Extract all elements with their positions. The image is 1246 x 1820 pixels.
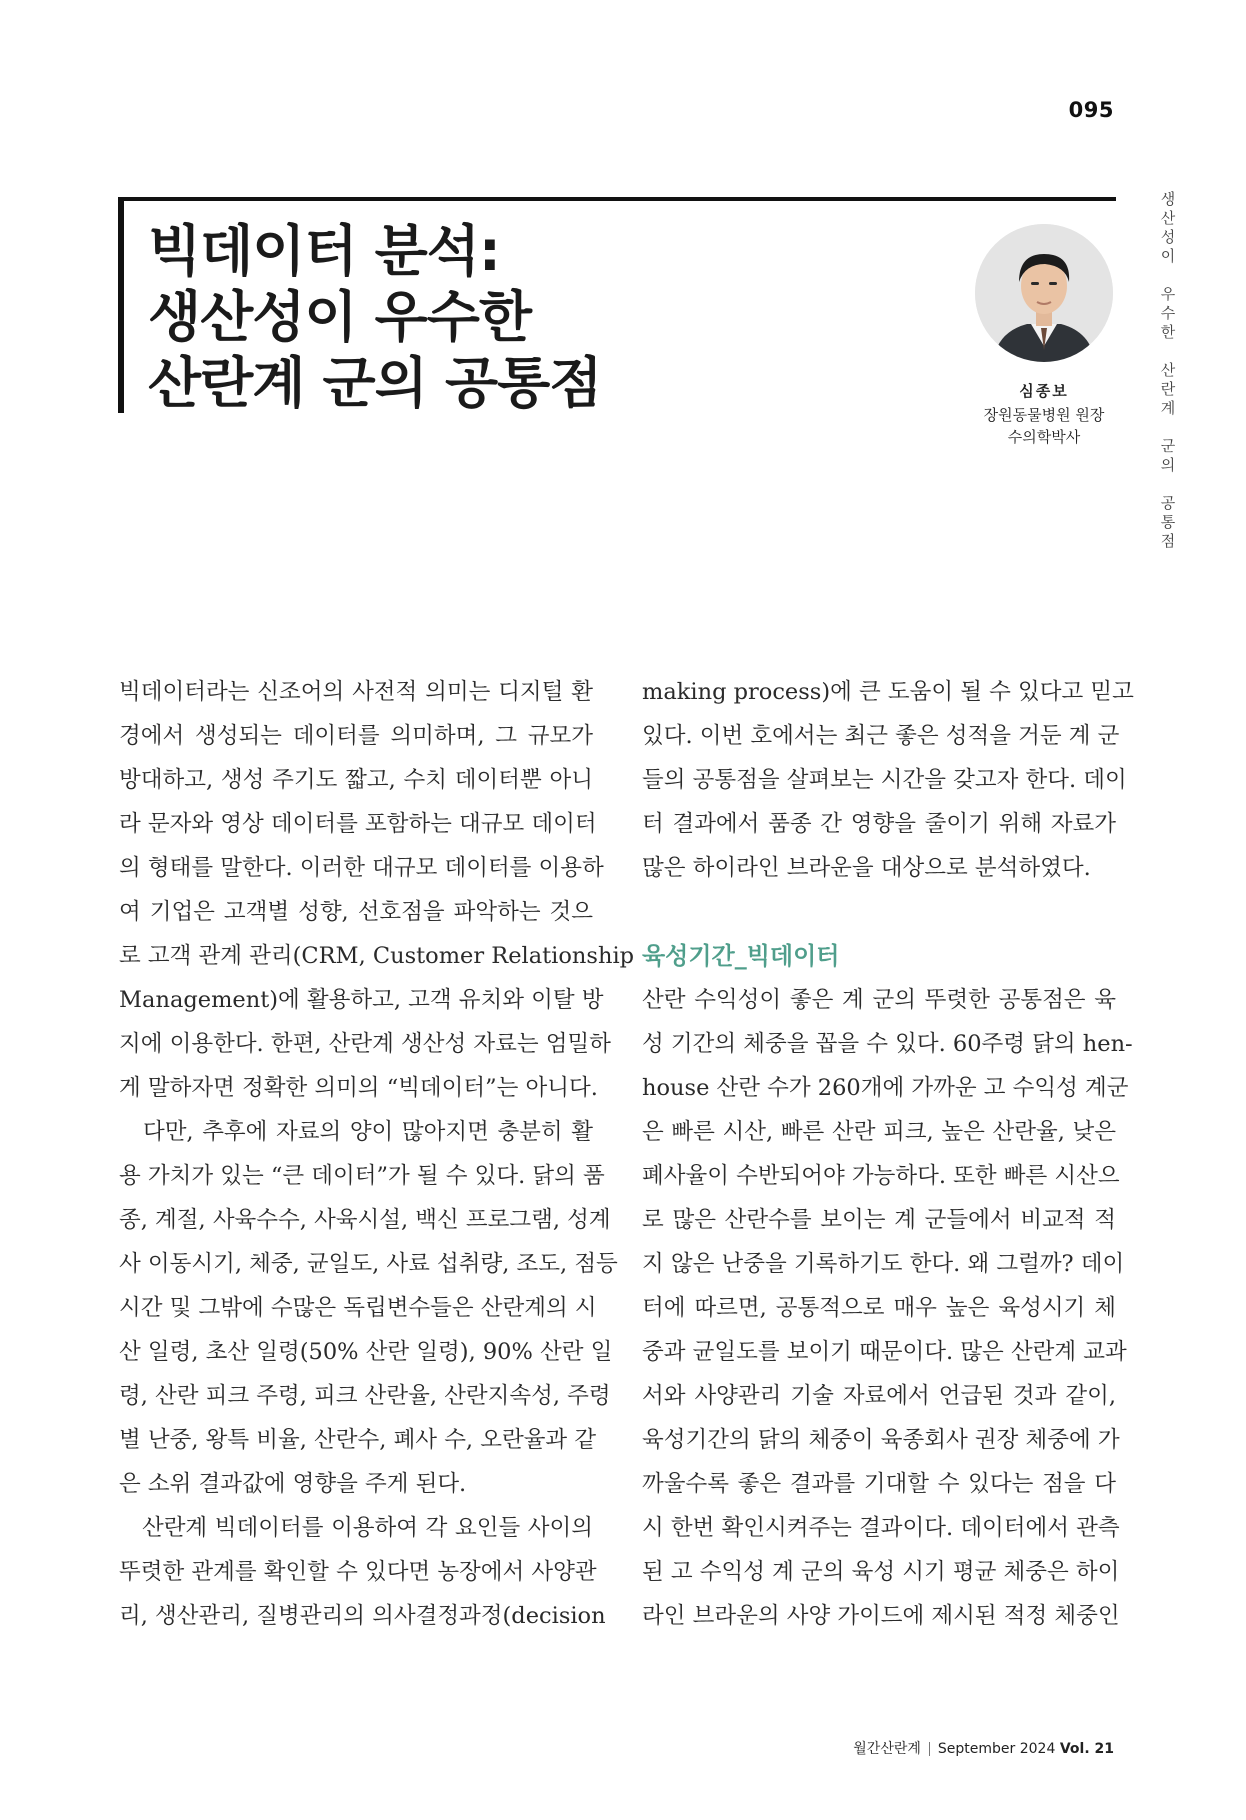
text-line: 터 결과에서 품종 간 영향을 줄이기 위해 자료가 (642, 811, 1116, 837)
footer (853, 1738, 1114, 1758)
text-line: 사 이동시기, 체중, 균일도, 사료 섭취량, 조도, 점등 (119, 1251, 618, 1277)
text-line: 라 문자와 영상 데이터를 포함하는 대규모 데이터 (119, 811, 597, 837)
text-line: 까울수록 좋은 결과를 기대할 수 있다는 점을 다 (642, 1471, 1116, 1497)
section-spacer (642, 890, 1116, 934)
text-line: 산 일령, 초산 일령(50% 산란 일령), 90% 산란 일 (119, 1339, 613, 1365)
text-line: 터에 따르면, 공통적으로 매우 높은 육성시기 체 (642, 1295, 1116, 1321)
text-line: 성 기간의 체중을 꼽을 수 있다. 60주령 닭의 hen- (642, 1031, 1133, 1057)
title-line: 산란계 군의 공통점 (148, 351, 602, 415)
text-line: 시간 및 그밖에 수많은 독립변수들은 산란계의 시 (119, 1295, 597, 1321)
running-title-char (1158, 266, 1178, 285)
text-line: 지에 이용한다. 한편, 산란계 생산성 자료는 엄밀하 (119, 1031, 611, 1057)
text-line: 용 가치가 있는 “큰 데이터”가 될 수 있다. 닭의 품 (119, 1163, 605, 1189)
text-line: Management)에 활용하고, 고객 유치와 이탈 방 (119, 987, 604, 1013)
author-photo (975, 224, 1113, 362)
running-title-char: 산 (1160, 361, 1176, 379)
text-line: 령, 산란 피크 주령, 피크 산란율, 산란지속성, 주령 (119, 1383, 611, 1409)
text-line: 많은 하이라인 브라운을 대상으로 분석하였다. (642, 855, 1091, 881)
text-line: 다만, 추후에 자료의 양이 많아지면 충분히 활 (119, 1119, 593, 1145)
running-title-char: 란 (1160, 380, 1176, 398)
text-line: house 산란 수가 260개에 가까운 고 수익성 계군 (642, 1075, 1129, 1101)
running-title-char: 공 (1160, 494, 1176, 512)
header-rule (120, 197, 1116, 201)
text-line: 폐사율이 수반되어야 가능하다. 또한 빠른 시산으 (642, 1163, 1120, 1189)
article-title (148, 218, 601, 416)
text-line: 빅데이터라는 신조어의 사전적 의미는 디지털 환 (119, 679, 593, 705)
text-line: 로 고객 관계 관리(CRM, Customer Relationship (119, 943, 635, 969)
text-line: 들의 공통점을 살펴보는 시간을 갖고자 한다. 데이 (642, 767, 1127, 793)
text-line: 방대하고, 생성 주기도 짧고, 수치 데이터뿐 아니 (119, 767, 593, 793)
running-title-char: 산 (1160, 209, 1176, 227)
text-line: 은 소위 결과값에 영향을 주게 된다. (119, 1471, 467, 1497)
text-line: 중과 균일도를 보이기 때문이다. 많은 산란계 교과 (642, 1339, 1127, 1365)
text-line: 산란계 빅데이터를 이용하여 각 요인들 사이의 (119, 1515, 593, 1541)
text-line: 로 많은 산란수를 보이는 계 군들에서 비교적 적 (642, 1207, 1116, 1233)
text-line: 경에서 생성되는 데이터를 의미하며, 그 규모가 (119, 723, 593, 749)
section-heading: 육성기간_빅데이터 (642, 942, 840, 970)
text-line: 지 않은 난중을 기록하기도 한다. 왜 그럴까? 데이 (642, 1251, 1125, 1277)
title-accent-bar (118, 197, 124, 413)
author-portrait-image (975, 224, 1113, 362)
running-title-char: 이 (1160, 247, 1176, 265)
running-title-char: 한 (1160, 323, 1176, 341)
running-title-char (1158, 475, 1178, 494)
body-column-right (642, 670, 1134, 1638)
running-title-char: 우 (1160, 285, 1176, 303)
section-body (642, 978, 1133, 1638)
footer-issue: September 2024 (937, 1741, 1056, 1757)
footer-divider (929, 1742, 930, 1756)
footer-volume: Vol. 21 (1059, 1741, 1114, 1757)
text-line: 서와 사양관리 기술 자료에서 언급된 것과 같이, (642, 1383, 1116, 1409)
text-line: 별 난중, 왕특 비율, 산란수, 폐사 수, 오란율과 같 (119, 1427, 597, 1453)
running-title-char: 성 (1160, 228, 1176, 246)
text-line: 시 한번 확인시켜주는 결과이다. 데이터에서 관측 (642, 1515, 1120, 1541)
vertical-running-title (1158, 190, 1178, 551)
text-line: 산란 수익성이 좋은 계 군의 뚜렷한 공통점은 육 (642, 987, 1116, 1013)
author-info (944, 404, 1144, 448)
body-column-left (119, 670, 635, 1638)
text-line: 의 형태를 말한다. 이러한 대규모 데이터를 이용하 (119, 855, 604, 881)
text-line: 라인 브라운의 사양 가이드에 제시된 적정 체중인 (642, 1603, 1120, 1629)
running-title-char: 생 (1160, 190, 1176, 208)
text-line: 여 기업은 고객별 성향, 선호점을 파악하는 것으 (119, 899, 593, 925)
intro-continuation (642, 670, 1134, 890)
text-line: 게 말하자면 정확한 의미의 “빅데이터”는 아니다. (119, 1075, 598, 1101)
page-number: 095 (1068, 98, 1114, 122)
running-title-char: 의 (1160, 456, 1176, 474)
text-line: 있다. 이번 호에서는 최근 좋은 성적을 거둔 계 군 (642, 723, 1120, 749)
running-title-char: 계 (1160, 399, 1176, 417)
running-title-char (1158, 418, 1178, 437)
text-line: 종, 계절, 사육수수, 사육시설, 백신 프로그램, 성계 (119, 1207, 611, 1233)
text-line: 된 고 수익성 계 군의 육성 시기 평균 체중은 하이 (642, 1559, 1120, 1585)
running-title-char: 통 (1160, 513, 1176, 531)
running-title-char (1158, 342, 1178, 361)
text-line: making process)에 큰 도움이 될 수 있다고 믿고 (642, 679, 1134, 705)
text-line: 리, 생산관리, 질병관리의 의사결정과정(decision (119, 1603, 606, 1629)
running-title-char: 점 (1160, 532, 1176, 550)
text-line: 육성기간의 닭의 체중이 육종회사 권장 체중에 가 (642, 1427, 1120, 1453)
author-name: 심종보 (1019, 382, 1069, 400)
author-degree: 수의학박사 (1007, 428, 1081, 446)
running-title-char: 군 (1160, 437, 1176, 455)
author-affiliation: 장원동물병원 원장 (983, 406, 1105, 424)
text-line: 뚜렷한 관계를 확인할 수 있다면 농장에서 사양관 (119, 1559, 597, 1585)
text-line: 은 빠른 시산, 빠른 산란 피크, 높은 산란율, 낮은 (642, 1119, 1116, 1145)
title-line: 빅데이터 분석: (148, 219, 500, 283)
title-line: 생산성이 우수한 (148, 285, 532, 349)
running-title-char: 수 (1160, 304, 1176, 322)
footer-magazine: 월간산란계 (853, 1741, 921, 1757)
